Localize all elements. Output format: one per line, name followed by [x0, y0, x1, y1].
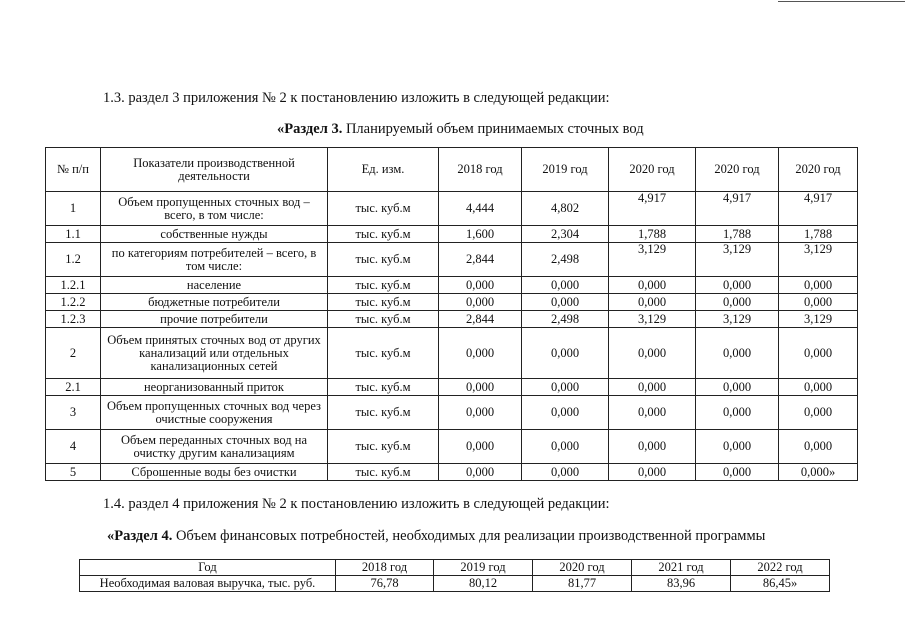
table-row	[46, 464, 858, 481]
header-cell: 2019 год	[522, 148, 609, 192]
value-2018: 1,600	[439, 226, 522, 243]
unit: тыс. куб.м	[328, 192, 439, 226]
value-2019: 4,802	[522, 192, 609, 226]
value-2018: 0,000	[439, 464, 522, 481]
value-2020-b: 0,000	[696, 464, 779, 481]
unit: тыс. куб.м	[328, 294, 439, 311]
value-2021: 83,96	[632, 576, 731, 592]
value-2020-a: 0,000	[609, 294, 696, 311]
header-cell: Год	[80, 560, 336, 576]
row-number: 5	[46, 464, 101, 481]
value-2019: 0,000	[522, 277, 609, 294]
indicator-name: Объем переданных сточных вод на очистку другим канализациям	[101, 430, 328, 464]
value-2020-a: 0,000	[609, 277, 696, 294]
section-3-heading	[277, 121, 644, 138]
header-cell: 2020 год	[779, 148, 858, 192]
value-2019: 80,12	[434, 576, 533, 592]
value-2020-c: 3,129	[779, 311, 858, 328]
indicator-name: Сброшенные воды без очистки	[101, 464, 328, 481]
value-2020-b: 3,129	[696, 243, 779, 277]
value-2020-a: 0,000	[609, 328, 696, 379]
value-2019: 0,000	[522, 328, 609, 379]
row-number: 2.1	[46, 379, 101, 396]
table-row	[46, 396, 858, 430]
row-number: 4	[46, 430, 101, 464]
row-number: 2	[46, 328, 101, 379]
table-row	[46, 192, 858, 226]
value-2020-c: 1,788	[779, 226, 858, 243]
indicator-name: прочие потребители	[101, 311, 328, 328]
header-cell: 2021 год	[632, 560, 731, 576]
table-row	[46, 243, 858, 277]
value-2020-c: 0,000	[779, 328, 858, 379]
planned-wastewater-table	[45, 147, 858, 481]
value-2020-b: 4,917	[696, 192, 779, 226]
section-4-title: Объем финансовых потребностей, необходимых для реализации производственной программы	[172, 528, 766, 544]
paragraph-1-4: 1.4. раздел 4 приложения № 2 к постановлению изложить в следующей редакции:	[103, 496, 610, 512]
value-2020-a: 0,000	[609, 430, 696, 464]
table-row	[46, 379, 858, 396]
value-2020-c: 0,000	[779, 396, 858, 430]
value-2022: 86,45»	[731, 576, 830, 592]
value-2020-a: 0,000	[609, 396, 696, 430]
unit: тыс. куб.м	[328, 277, 439, 294]
row-number: 1.2	[46, 243, 101, 277]
header-cell: № п/п	[46, 148, 101, 192]
value-2018: 2,844	[439, 243, 522, 277]
value-2018: 76,78	[336, 576, 434, 592]
table-header-row	[46, 148, 858, 192]
indicator-name: Объем пропущенных сточных вод через очистные сооружения	[101, 396, 328, 430]
row-number: 1.1	[46, 226, 101, 243]
value-2018: 0,000	[439, 277, 522, 294]
section-4-prefix: «Раздел 4.	[107, 528, 173, 544]
indicator-name: неорганизованный приток	[101, 379, 328, 396]
value-2020-a: 4,917	[609, 192, 696, 226]
indicator-name: бюджетные потребители	[101, 294, 328, 311]
indicator-name: Объем пропущенных сточных вод – всего, в том числе:	[101, 192, 328, 226]
value-2018: 0,000	[439, 396, 522, 430]
header-cell: 2019 год	[434, 560, 533, 576]
header-cell: 2022 год	[731, 560, 830, 576]
paragraph-1-3: 1.3. раздел 3 приложения № 2 к постановлению изложить в следующей редакции:	[103, 90, 610, 106]
table-row	[46, 294, 858, 311]
section-3-title: Планируемый объем принимаемых сточных вод	[342, 121, 644, 137]
header-cell: 2020 год	[696, 148, 779, 192]
value-2020-a: 3,129	[609, 243, 696, 277]
section-3-prefix: «Раздел 3.	[277, 121, 343, 137]
table-row	[46, 277, 858, 294]
value-2019: 0,000	[522, 379, 609, 396]
value-2020-c: 0,000	[779, 379, 858, 396]
value-2020-a: 0,000	[609, 464, 696, 481]
header-cell: Показатели производственной деятельности	[101, 148, 328, 192]
table-row	[46, 226, 858, 243]
indicator-name: собственные нужды	[101, 226, 328, 243]
value-2018: 0,000	[439, 328, 522, 379]
value-2020-c: 0,000	[779, 430, 858, 464]
table-header-row	[80, 560, 830, 576]
value-2020-b: 0,000	[696, 379, 779, 396]
header-rule	[778, 1, 905, 2]
value-2020-b: 1,788	[696, 226, 779, 243]
value-2020-a: 3,129	[609, 311, 696, 328]
header-cell: 2018 год	[336, 560, 434, 576]
value-2019: 0,000	[522, 464, 609, 481]
value-2018: 4,444	[439, 192, 522, 226]
value-2018: 0,000	[439, 294, 522, 311]
table-row	[46, 430, 858, 464]
header-cell: 2018 год	[439, 148, 522, 192]
value-2020-b: 0,000	[696, 277, 779, 294]
unit: тыс. куб.м	[328, 430, 439, 464]
table-row	[46, 328, 858, 379]
value-2020-b: 0,000	[696, 396, 779, 430]
value-2019: 0,000	[522, 294, 609, 311]
unit: тыс. куб.м	[328, 379, 439, 396]
financial-needs-table	[79, 559, 830, 592]
table-row	[46, 311, 858, 328]
row-number: 3	[46, 396, 101, 430]
header-cell: 2020 год	[609, 148, 696, 192]
value-2020-c: 0,000»	[779, 464, 858, 481]
indicator-name: по категориям потребителей – всего, в том числе:	[101, 243, 328, 277]
unit: тыс. куб.м	[328, 311, 439, 328]
value-2020-c: 0,000	[779, 277, 858, 294]
value-2018: 0,000	[439, 379, 522, 396]
value-2020-c: 3,129	[779, 243, 858, 277]
value-2019: 2,498	[522, 311, 609, 328]
unit: тыс. куб.м	[328, 243, 439, 277]
row-number: 1.2.3	[46, 311, 101, 328]
value-2020-c: 0,000	[779, 294, 858, 311]
unit: тыс. куб.м	[328, 464, 439, 481]
section-4-heading	[107, 528, 765, 545]
row-number: 1.2.2	[46, 294, 101, 311]
value-2018: 2,844	[439, 311, 522, 328]
value-2020-a: 1,788	[609, 226, 696, 243]
unit: тыс. куб.м	[328, 396, 439, 430]
unit: тыс. куб.м	[328, 328, 439, 379]
value-2020-b: 0,000	[696, 430, 779, 464]
header-cell: Ед. изм.	[328, 148, 439, 192]
table-row	[80, 576, 830, 592]
value-2019: 2,498	[522, 243, 609, 277]
row-number: 1.2.1	[46, 277, 101, 294]
header-cell: 2020 год	[533, 560, 632, 576]
value-2019: 0,000	[522, 396, 609, 430]
value-2020-c: 4,917	[779, 192, 858, 226]
indicator-name: Необходимая валовая выручка, тыс. руб.	[80, 576, 336, 592]
unit: тыс. куб.м	[328, 226, 439, 243]
value-2020-b: 0,000	[696, 294, 779, 311]
value-2018: 0,000	[439, 430, 522, 464]
value-2020-a: 0,000	[609, 379, 696, 396]
value-2020-b: 0,000	[696, 328, 779, 379]
value-2019: 2,304	[522, 226, 609, 243]
row-number: 1	[46, 192, 101, 226]
value-2020-b: 3,129	[696, 311, 779, 328]
indicator-name: население	[101, 277, 328, 294]
indicator-name: Объем принятых сточных вод от других канализаций или отдельных канализационных сетей	[101, 328, 328, 379]
value-2019: 0,000	[522, 430, 609, 464]
value-2020: 81,77	[533, 576, 632, 592]
